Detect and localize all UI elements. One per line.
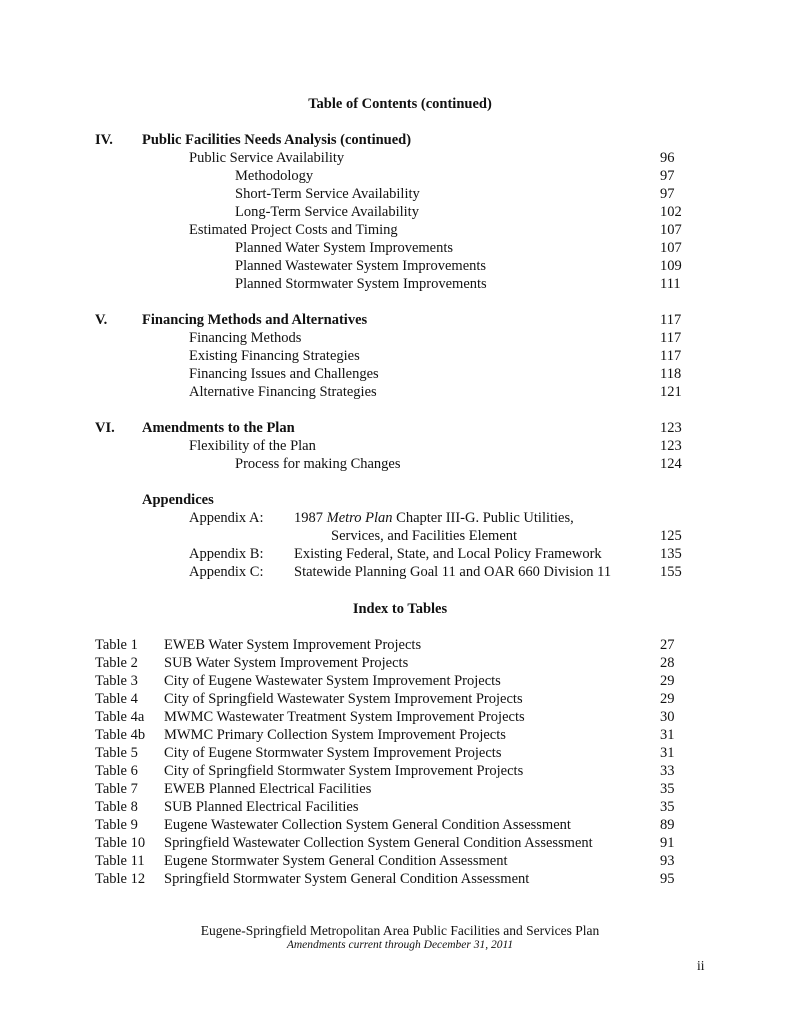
table-page-number: 95 — [660, 871, 675, 887]
appendix-label: Appendix A: — [189, 510, 264, 526]
table-label: Table 9 — [95, 817, 138, 833]
table-label: Table 6 — [95, 763, 138, 779]
appendix-label: Appendix B: — [189, 546, 264, 562]
table-label: Table 7 — [95, 781, 138, 797]
table-label: Table 12 — [95, 871, 146, 887]
toc-entry: Methodology — [235, 168, 314, 184]
toc-page-number: 123 — [660, 420, 682, 436]
appendix-title: Existing Federal, State, and Local Policy Framework — [294, 546, 602, 562]
toc-entry: Process for making Changes — [235, 456, 401, 472]
table-label: Table 1 — [95, 637, 138, 653]
table-page-number: 28 — [660, 655, 675, 671]
appendix-title — [294, 509, 574, 527]
footer-title: Eugene-Springfield Metropolitan Area Public Facilities and Services Plan — [200, 923, 600, 938]
table-page-number: 35 — [660, 799, 675, 815]
table-title: Springfield Stormwater System General Condition Assessment — [164, 871, 530, 887]
table-title: MWMC Primary Collection System Improvement Projects — [164, 727, 506, 743]
toc-page-number: 125 — [660, 528, 682, 544]
toc-page-number: 109 — [660, 258, 682, 274]
table-title: City of Springfield Stormwater System Improvement Projects — [164, 763, 524, 779]
toc-page-number: 118 — [660, 366, 682, 382]
section-title: Financing Methods and Alternatives — [142, 312, 368, 328]
section-title: Amendments to the Plan — [142, 420, 295, 436]
section-title: Public Facilities Needs Analysis (continued) — [142, 132, 412, 148]
appendices-heading: Appendices — [142, 492, 214, 508]
appendix-title-italic: Metro Plan — [326, 510, 393, 526]
toc-page-number: 117 — [660, 330, 682, 346]
table-title: Springfield Wastewater Collection System General Condition Assessment — [164, 835, 593, 851]
table-page-number: 27 — [660, 637, 675, 653]
table-page-number: 91 — [660, 835, 675, 851]
table-title: Eugene Wastewater Collection System General Condition Assessment — [164, 817, 571, 833]
table-label: Table 4 — [95, 691, 138, 707]
toc-page-number: 121 — [660, 384, 682, 400]
toc-entry: Flexibility of the Plan — [189, 438, 316, 454]
toc-page-number: 111 — [660, 276, 681, 292]
table-title: SUB Water System Improvement Projects — [164, 655, 409, 671]
toc-heading: Table of Contents (continued) — [308, 96, 492, 112]
toc-entry: Financing Issues and Challenges — [189, 366, 379, 382]
table-label: Table 4a — [95, 709, 145, 725]
table-page-number: 31 — [660, 727, 675, 743]
toc-entry: Long-Term Service Availability — [235, 204, 419, 220]
toc-page-number: 135 — [660, 546, 682, 562]
toc-entry: Planned Wastewater System Improvements — [235, 258, 487, 274]
appendix-year: 1987 — [294, 510, 327, 526]
toc-entry: Planned Water System Improvements — [235, 240, 454, 256]
section-numeral: IV. — [95, 132, 113, 148]
section-numeral: VI. — [95, 420, 115, 436]
table-label: Table 4b — [95, 727, 146, 743]
toc-entry: Planned Stormwater System Improvements — [235, 276, 487, 292]
index-tables-heading: Index to Tables — [352, 601, 448, 617]
table-label: Table 5 — [95, 745, 138, 761]
toc-entry: Estimated Project Costs and Timing — [189, 222, 398, 238]
table-page-number: 93 — [660, 853, 675, 869]
table-title: SUB Planned Electrical Facilities — [164, 799, 359, 815]
table-label: Table 3 — [95, 673, 138, 689]
table-title: City of Eugene Stormwater System Improvement Projects — [164, 745, 502, 761]
appendix-title: Statewide Planning Goal 11 and OAR 660 Division 11 — [294, 564, 612, 580]
toc-entry: Alternative Financing Strategies — [189, 384, 377, 400]
toc-page-number: 155 — [660, 564, 682, 580]
appendix-title-line2: Services, and Facilities Element — [331, 528, 518, 544]
toc-page-number: 102 — [660, 204, 682, 220]
table-title: Eugene Stormwater System General Condition Assessment — [164, 853, 508, 869]
toc-page-number: 96 — [660, 150, 675, 166]
toc-page-number: 97 — [660, 186, 675, 202]
table-page-number: 35 — [660, 781, 675, 797]
table-title: MWMC Wastewater Treatment System Improvement Projects — [164, 709, 525, 725]
page-number: ii — [697, 958, 705, 973]
appendix-label: Appendix C: — [189, 564, 264, 580]
table-label: Table 11 — [95, 853, 145, 869]
section-numeral: V. — [95, 312, 108, 328]
toc-page-number: 117 — [660, 348, 682, 364]
table-page-number: 33 — [660, 763, 675, 779]
table-label: Table 10 — [95, 835, 146, 851]
table-title: EWEB Water System Improvement Projects — [164, 637, 422, 653]
toc-entry: Short-Term Service Availability — [235, 186, 420, 202]
table-page-number: 31 — [660, 745, 675, 761]
toc-entry: Financing Methods — [189, 330, 302, 346]
toc-entry: Public Service Availability — [189, 150, 345, 166]
toc-page-number: 97 — [660, 168, 675, 184]
table-page-number: 89 — [660, 817, 675, 833]
table-page-number: 29 — [660, 691, 675, 707]
toc-page-number: 123 — [660, 438, 682, 454]
toc-page-number: 107 — [660, 240, 682, 256]
table-label: Table 2 — [95, 655, 138, 671]
table-page-number: 30 — [660, 709, 675, 725]
toc-page-number: 117 — [660, 312, 682, 328]
footer-subtitle: Amendments current through December 31, 2011 — [286, 939, 514, 951]
toc-entry: Existing Financing Strategies — [189, 348, 360, 364]
table-label: Table 8 — [95, 799, 138, 815]
toc-page-number: 124 — [660, 456, 682, 472]
table-title: City of Eugene Wastewater System Improvement Projects — [164, 673, 501, 689]
table-title: City of Springfield Wastewater System Improvement Projects — [164, 691, 523, 707]
table-page-number: 29 — [660, 673, 675, 689]
table-title: EWEB Planned Electrical Facilities — [164, 781, 372, 797]
appendix-title-rest: Chapter III-G. Public Utilities, — [392, 510, 574, 526]
toc-page-number: 107 — [660, 222, 682, 238]
